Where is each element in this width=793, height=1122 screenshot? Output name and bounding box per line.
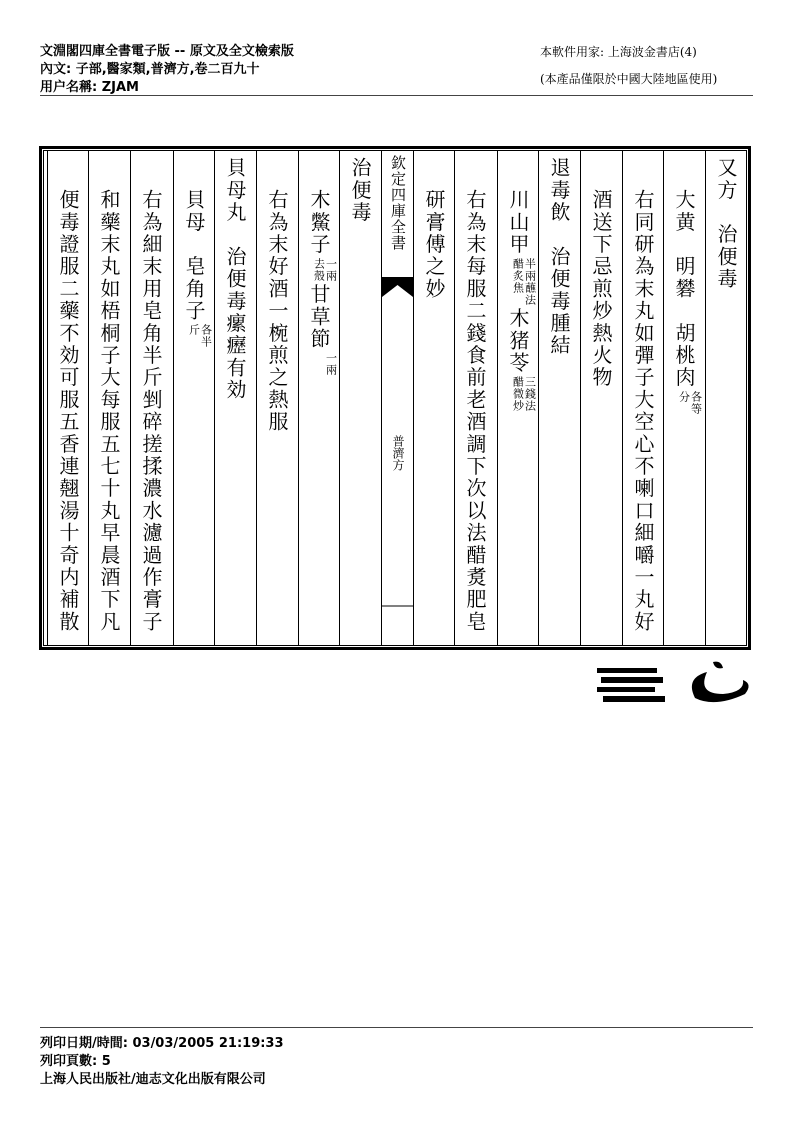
interlinear-note xyxy=(313,258,337,282)
note-line: 醋炙焦 xyxy=(511,257,525,294)
header-content-path: 內文: 子部,醫家類,普濟方,卷二百九十 xyxy=(40,62,260,77)
text-column xyxy=(497,151,539,645)
center-title: 欽定四庫全書 xyxy=(389,155,407,251)
text-column xyxy=(298,151,340,645)
footer-print-datetime: 列印日期/時間: 03/03/2005 21:19:33 xyxy=(40,1036,284,1051)
text-column xyxy=(454,151,496,645)
column-text xyxy=(498,189,539,414)
interlinear-note xyxy=(678,391,702,415)
main-text: 貝母 皂角子 xyxy=(182,189,206,323)
text-column xyxy=(538,151,580,645)
text-column xyxy=(173,151,215,645)
center-book-title: 普濟方 xyxy=(391,435,405,471)
note-line: 醋微炒 xyxy=(511,376,525,413)
header-divider xyxy=(40,95,753,96)
column-text: 貝母丸 治便毒瘰癧有効 xyxy=(223,157,247,402)
column-text xyxy=(299,189,340,378)
text-column xyxy=(130,151,172,645)
interlinear-note xyxy=(512,258,536,306)
note-line: 分 xyxy=(677,390,691,403)
text-column xyxy=(256,151,298,645)
column-text xyxy=(174,189,215,350)
column-text: 右為細末用皂角半斤剉碎搓揉濃水濾過作膏子 xyxy=(139,189,163,633)
note-line xyxy=(313,352,325,376)
header-licensee: 本軟件用家: 上海波金書店(4) xyxy=(540,45,697,59)
note-line: 去殼 xyxy=(312,257,326,282)
note-line: 一兩 xyxy=(324,257,338,282)
column-text: 右同研為末丸如彈子大空心不喇口細嚼一丸好 xyxy=(631,189,655,633)
footer-print-pages: 列印頁數: 5 xyxy=(40,1054,111,1069)
column-text xyxy=(664,189,705,417)
footer-publisher: 上海人民出版社/迪志文化出版有限公司 xyxy=(40,1072,266,1087)
column-text: 便毒證服二藥不効可服五香連翹湯十奇内補散 xyxy=(56,189,80,633)
note-line: 一兩 xyxy=(324,352,338,377)
note-line: 各等 xyxy=(689,390,703,415)
column-text: 又方 治便毒 xyxy=(714,157,738,291)
column-text: 右為末好酒一椀煎之熱服 xyxy=(265,189,289,434)
text-column xyxy=(413,151,455,645)
interlinear-note xyxy=(188,324,212,348)
text-column xyxy=(622,151,664,645)
text-column xyxy=(663,151,705,645)
text-column xyxy=(580,151,622,645)
column-text: 酒送下忌煎炒熱火物 xyxy=(589,189,613,389)
column-text: 退毒飲 治便毒腫結 xyxy=(547,157,571,357)
interlinear-note xyxy=(512,376,536,412)
note-line: 各半 xyxy=(199,324,213,349)
main-text: 木猪苓 xyxy=(506,307,530,375)
main-text: 川山甲 xyxy=(506,189,530,256)
text-column xyxy=(47,151,89,645)
column-text: 治便毒 xyxy=(348,157,372,224)
center-fold-column xyxy=(381,151,413,645)
text-column xyxy=(88,151,130,645)
note-line: 三錢法 xyxy=(523,376,537,413)
interlinear-note xyxy=(313,352,337,376)
text-column xyxy=(339,151,381,645)
column-text: 和藥末丸如梧桐子大每服五七十丸早晨酒下凡 xyxy=(97,189,121,633)
text-column xyxy=(214,151,256,645)
main-text: 木鱉子 xyxy=(307,189,331,256)
column-text: 右為末每服二錢食前老酒調下次以法醋煑肥皂 xyxy=(463,189,487,633)
footer-divider xyxy=(40,1027,753,1028)
note-line: 半兩蘸法 xyxy=(523,257,537,306)
main-text: 大黄 明礬 胡桃肉 xyxy=(672,189,696,389)
main-text: 甘草節 xyxy=(307,283,331,351)
note-line: 斤 xyxy=(187,324,201,337)
header-title: 文淵閣四庫全書電子版 -- 原文及全文檢索版 xyxy=(40,44,294,59)
header-region-note: (本產品僅限於中國大陸地區使用) xyxy=(540,72,718,86)
text-column xyxy=(705,151,747,645)
column-text: 研膏傅之妙 xyxy=(422,189,446,300)
header-username: 用户名稱: ZJAM xyxy=(40,80,139,95)
publisher-logo-icon xyxy=(595,658,760,710)
